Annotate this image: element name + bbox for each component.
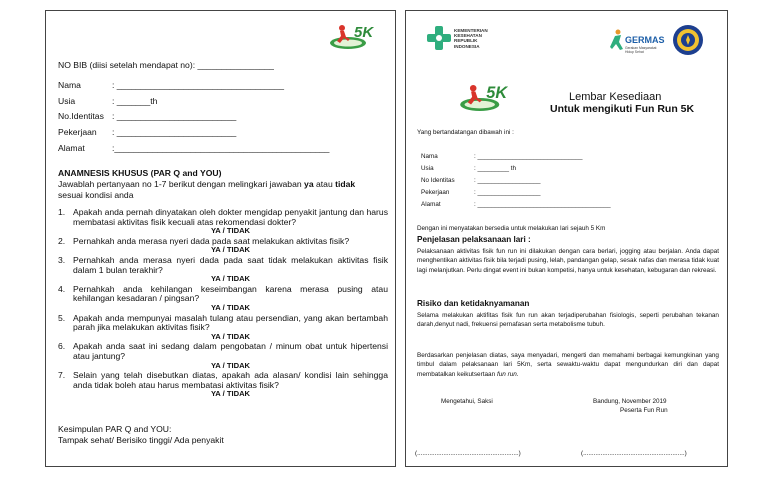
kemenkes-line: KESEHATAN (454, 33, 482, 39)
paragraph-declaration (417, 351, 719, 379)
logo-5k-text: 5K (354, 24, 374, 41)
germas-sub-line: Gerakan Masyarakat (625, 46, 657, 50)
field-label-alamat: Alamat (58, 143, 85, 153)
conclusion-title: Kesimpulan PAR Q and YOU: (58, 424, 172, 434)
paragraph-risiko: Selama melakukan aktifitas fisik fun run akan terjadiperubahan fisiologis, seperti perubahan tekanan darah,denyut nadi, frekuensi pernafasan serta metabolisme tubuh. (417, 312, 719, 329)
answer-options[interactable]: YA / TIDAK (210, 331, 251, 341)
signature-participant[interactable]: (..........................................................) (581, 450, 687, 457)
intro-text: Yang bertandatangan dibawah ini : (417, 129, 514, 136)
question-item (58, 256, 388, 284)
question-text: Apakah anda mempunyai masalah tulang atau persendian, yang akan bertambah parah jika melakukan aktivitas fisik? (73, 312, 388, 333)
field-label-usia: Usia (421, 165, 434, 172)
consent-form-page (405, 10, 728, 467)
question-item (58, 371, 388, 399)
field-label-pekerjaan: Pekerjaan (58, 127, 97, 137)
answer-options[interactable]: YA / TIDAK (210, 302, 251, 312)
question-text: Pernahkah anda kehilangan keseimbangan karena merasa pusing atau kehilangan kesadaran / pingsan? (73, 283, 388, 304)
participant-label: Peserta Fun Run (620, 407, 668, 414)
field-usia[interactable]: : _______th (112, 96, 158, 106)
signature-witness[interactable]: (..........................................................) (415, 450, 521, 457)
witness-label: Mengetahui, Saksi (441, 398, 493, 405)
germas-figure-icon (609, 29, 625, 51)
question-item (58, 208, 388, 236)
field-nama[interactable]: : ___________________________________ (112, 80, 285, 90)
kemenkes-line: KEMENTERIAN (454, 28, 488, 33)
question-text: Selain yang telah disebutkan diatas, apakah ada alasan/ kondisi lain sehingga anda tidak boleh atau harus membatasi aktivitas fisik? (73, 370, 388, 390)
question-number: 3. (58, 254, 66, 265)
question-item (58, 285, 388, 313)
kemenkes-line: INDONESIA (454, 43, 480, 49)
institution-seal-icon (672, 24, 704, 56)
question-number: 4. (58, 283, 66, 294)
question-number: 6. (58, 341, 66, 352)
section-title: ANAMNESIS KHUSUS (PAR Q and YOU) (58, 168, 222, 178)
answer-options[interactable]: YA / TIDAK (210, 274, 251, 284)
instruction-line-1 (58, 179, 355, 190)
kemenkes-text (454, 28, 488, 49)
parq-form-page (45, 10, 396, 467)
question-item (58, 237, 388, 255)
field-label-no-identitas: No Identitas (421, 177, 455, 184)
question-number: 5. (58, 312, 66, 323)
germas-sub-line: Hidup Sehat (625, 50, 644, 54)
heading-penjelasan: Penjelasan pelaksanaan lari : (417, 235, 531, 244)
instruction-tidak: tidak (335, 179, 356, 189)
field-usia[interactable]: : _________ th (474, 165, 517, 172)
place-date: Bandung, November 2019 (593, 398, 667, 405)
title-line-2: Untuk mengikuti Fun Run 5K (550, 103, 695, 115)
field-alamat[interactable]: :_____________________________________________ (112, 143, 330, 153)
answer-options[interactable]: YA / TIDAK (210, 389, 251, 399)
field-pekerjaan[interactable]: : __________________ (474, 189, 541, 196)
field-label-usia: Usia (58, 96, 76, 106)
fun-run-5k-logo (458, 80, 508, 116)
instruction-atau: atau (313, 179, 336, 189)
instruction-ya: ya (304, 179, 314, 189)
question-number: 7. (58, 370, 66, 381)
field-label-nama: Nama (421, 153, 438, 160)
question-text: Pernahkah anda merasa nyeri dada pada saat tidak melakukan aktivitas fisik dalam 1 bulan terakhir? (73, 254, 388, 275)
field-label-no-identitas: No.Identitas (58, 111, 104, 121)
field-label-alamat: Alamat (421, 201, 441, 208)
heading-risiko: Risiko dan ketidaknyamanan (417, 299, 530, 308)
field-nama[interactable]: : ______________________________ (474, 153, 583, 160)
declaration-italic: fun run. (496, 370, 519, 378)
field-no-identitas[interactable]: : _________________________ (112, 111, 237, 121)
answer-options[interactable]: YA / TIDAK (210, 245, 251, 255)
statement-text: Dengan ini menyatakan bersedia untuk melakukan lari sejauh 5 Km (417, 225, 606, 232)
paragraph-penjelasan: Pelaksanaan aktivitas fisik fun run ini dilakukan dengan cara berlari, jogging atau berjalan. Anda dapat menghentikan aktivitas fisik bila terjadi pusing, lelah, pandangan gelap, sesak nafas dan merasa tidak kuat lagi melanjutkan. Perlu dingat event ini bukan kompetisi, hanya untuk kesehatan, kebugaran dan rekreasi. (417, 248, 719, 274)
question-item (58, 314, 388, 342)
question-list (58, 208, 388, 400)
field-label-nama: Nama (58, 80, 81, 90)
no-bib-line: NO BIB (diisi setelah mendapat no): ________________ (58, 60, 274, 70)
instruction-line-2: sesuai kondisi anda (58, 190, 134, 200)
logo-5k-text: 5K (486, 84, 508, 102)
answer-options[interactable]: YA / TIDAK (210, 226, 251, 236)
question-text: Pernahkah anda merasa nyeri dada pada saat melakukan aktivitas fisik? (73, 235, 350, 246)
field-label-pekerjaan: Pekerjaan (421, 189, 450, 196)
question-item (58, 342, 388, 370)
field-pekerjaan[interactable]: : _________________________ (112, 127, 237, 137)
answer-options[interactable]: YA / TIDAK (210, 360, 251, 370)
kemenkes-logo-icon (426, 25, 452, 51)
title-line-1: Lembar Kesediaan (569, 91, 662, 103)
declaration-text: Berdasarkan penjelasan diatas, saya menyadari, mengerti dan memahami berbagai kemungkinan yang timbul dalam pelaksanaan lari 5Km, serta sewaktu-waktu dapat mengundurkan diri dan dapat membatalkan keikutsertaan (417, 352, 719, 378)
instruction-text: Jawablah pertanyaan no 1-7 berikut dengan melingkari jawaban (58, 179, 305, 189)
kemenkes-line: REPUBLIK (454, 38, 478, 44)
question-text: Apakah anda saat ini sedang dalam pengobatan / minum obat untuk hipertensi atau jantung? (73, 341, 388, 361)
question-text: Apakah anda pernah dinyatakan oleh dokter mengidap penyakit jantung dan harus membatasi aktivitas fisik kecuali atas rekomendasi dokter? (73, 207, 388, 227)
question-number: 2. (58, 235, 66, 246)
fun-run-5k-logo (328, 21, 374, 53)
germas-title: GERMAS (625, 35, 665, 45)
conclusion-options[interactable]: Tampak sehat/ Berisiko tinggi/ Ada penyakit (58, 435, 224, 445)
germas-subtitle (625, 46, 656, 54)
question-number: 1. (58, 207, 66, 217)
field-no-identitas[interactable]: : __________________ (474, 177, 541, 184)
field-alamat[interactable]: : ______________________________________ (474, 201, 611, 208)
